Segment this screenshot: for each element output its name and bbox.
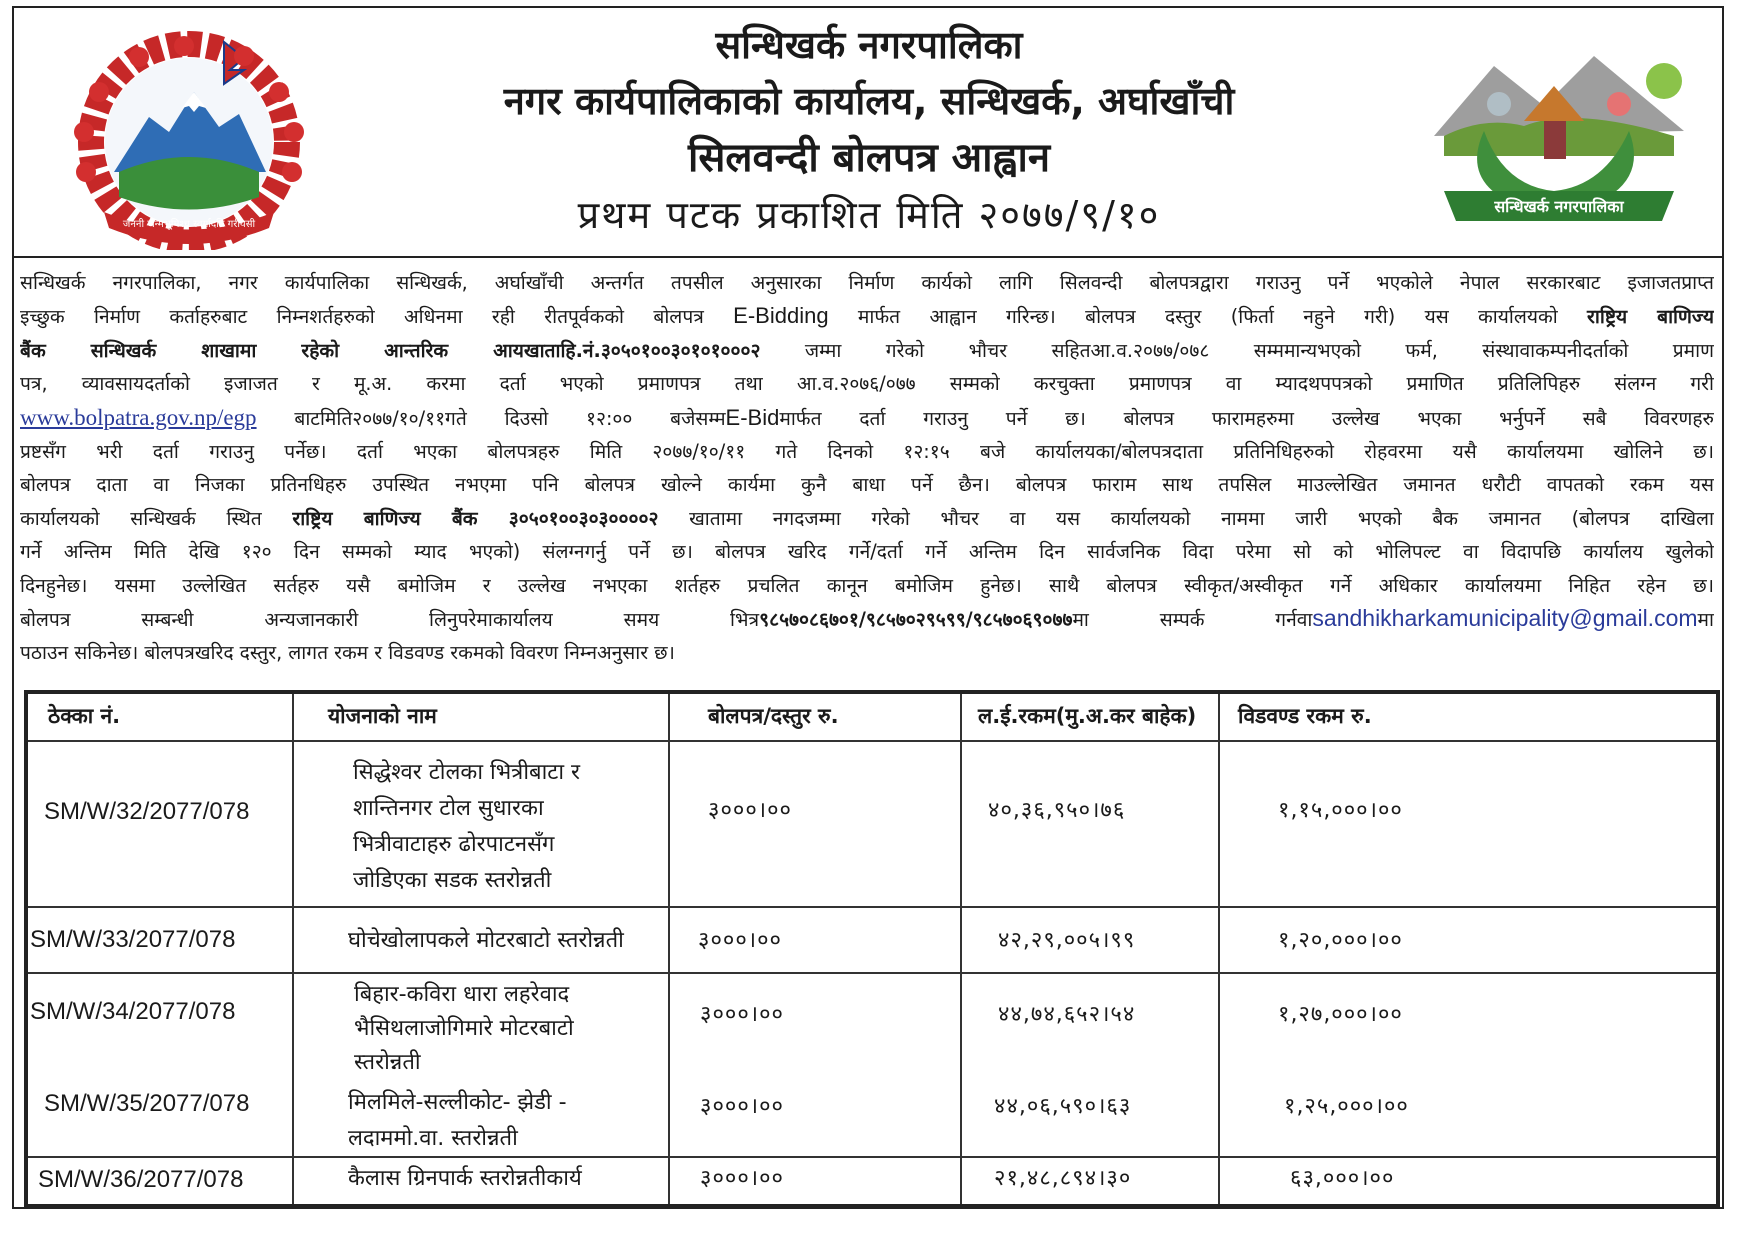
- notice-line: www.bolpatra.gov.np/egp बाटमिति२०७७/१०/११गते दिउसो १२:०० बजेसम्मE-Bidमार्फत दर्ता गराउनु पर्ने छ। बोलपत्र फारामहरुमा उल्लेख भएका भर्नुपर्ने सबै विवरणहरु: [20, 404, 1714, 430]
- municipality-name: सन्धिखर्क नगरपालिका: [715, 23, 1023, 67]
- project-name-line: कैलास ग्रिनपार्क स्तरोन्नतीकार्य: [348, 1166, 582, 1191]
- header-project-name: योजनाको नाम: [328, 704, 437, 728]
- notice-line: बैंक सन्धिखर्क शाखामा रहेको आन्तरिक आयखाताहि.नं.३०५०१००३०१०१०००२ जम्मा गरेको भौचर सहितआ.व.२०७७/०७८ सम्ममान्यभएको फर्म, संस्थावाकम्पनीदर्ताको प्रमाण: [20, 338, 1714, 362]
- contract-code: SM/W/35/2077/078: [44, 1090, 250, 1117]
- notice-line: प्रष्टसँग भरी दर्ता गराउनु पर्नेछ। दर्ता भएका बोलपत्रहरु मिति २०७७/१०/११ गते दिनको १२:१५ बजे कार्यालयका/बोलपत्रदाता प्रतिनिधिहरुको रोहवरमा यसै कार्यालयमा खोलिने छ।: [20, 440, 1714, 464]
- bid-fee: ३०००।००: [698, 928, 782, 953]
- notice-line: पठाउन सकिनेछ। बोलपत्रखरिद दस्तुर, लागत रकम र विडवण्ड रकमको विवरण निम्नअनुसार छ।: [20, 641, 675, 665]
- project-name-line: मिलमिले-सल्लीकोट- झेडी -: [348, 1090, 567, 1115]
- bid-bond-amount: १,१५,०००।००: [1278, 798, 1403, 823]
- cost-estimate: ४०,३६,९५०।७६: [988, 798, 1126, 823]
- header-titles: [344, 18, 1394, 237]
- bid-bond-amount: १,२५,०००।००: [1284, 1094, 1409, 1119]
- notice-line: गर्ने अन्तिम मिति देखि १२० दिन सम्मको म्याद भएको) संलग्नगर्नु पर्ने छ। बोलपत्र खरिद गर्ने/दर्ता गर्ने अन्तिम दिन सार्वजनिक विदा परेमा सो को भोलिपल्ट वा विदापछि कार्यालय खुलेको: [20, 540, 1714, 564]
- contracts-table: [24, 690, 1720, 1208]
- publish-date: प्रथम पटक प्रकाशित मिति २०७७/९/१०: [577, 193, 1161, 237]
- notice-line: बोलपत्र दाता वा निजका प्रतिनधिहरु उपस्थित नभएमा पनि बोलपत्र खोल्ने कार्यमा कुनै बाधा पर्ने छैन। बोलपत्र फाराम साथ तपसिल माउल्लेखित जमानत धरौटी वापतको रकम यस: [20, 473, 1714, 497]
- bid-bond-amount: १,२७,०००।००: [1278, 1002, 1403, 1027]
- cost-estimate: २१,४८,८९४।३०: [994, 1166, 1132, 1191]
- svg-text:सन्धिखर्क नगरपालिका: सन्धिखर्क नगरपालिका: [1494, 197, 1624, 216]
- bid-bond-amount: १,२०,०००।००: [1278, 928, 1403, 953]
- municipality-logo: [1404, 26, 1714, 236]
- cost-estimate: ४४,०६,५९०।६३: [994, 1094, 1132, 1119]
- cost-estimate: ४२,२९,००५।९९: [998, 928, 1136, 953]
- notice-line: पत्र, व्यावसायदर्ताको इजाजत र मू.अ. करमा दर्ता भएको प्रमाणपत्र तथा आ.व.२०७६/०७७ सम्मको करचुक्ता प्रमाणपत्र वा म्यादथपपत्रको प्रमाणित प्रतिलिपिहरु संलग्न गरी: [20, 372, 1714, 396]
- bid-bond-amount: ६३,०००।००: [1290, 1166, 1395, 1191]
- project-name-line: बिहार-कविरा धारा लहरेवाद: [354, 982, 570, 1007]
- office-name: नगर कार्यपालिकाको कार्यालय, सन्धिखर्क, अर्घाखाँची: [503, 79, 1235, 123]
- header-contract-no: ठेक्का नं.: [48, 704, 121, 728]
- notice-body: [20, 266, 1714, 670]
- nepal-emblem: [44, 22, 334, 250]
- contract-code: SM/W/36/2077/078: [38, 1166, 244, 1193]
- bid-fee: ३०००।००: [700, 1002, 784, 1027]
- egp-link[interactable]: www.bolpatra.gov.np/egp: [20, 404, 257, 430]
- project-name-line: घोचेखोलापकले मोटरबाटो स्तरोन्नती: [348, 928, 624, 953]
- notice-title: सिलवन्दी बोलपत्र आह्वान: [687, 135, 1051, 181]
- project-name-line: भित्रीवाटाहरु ढोरपाटनसँग: [353, 832, 555, 857]
- project-name-line: लदाममो.वा. स्तरोन्नती: [348, 1126, 518, 1151]
- notice-line: सन्धिखर्क नगरपालिका, नगर कार्यपालिका सन्धिखर्क, अर्घाखाँची अन्तर्गत तपसील अनुसारका निर्माण कार्यको लागि सिलवन्दी बोलपत्रद्वारा गराउनु पर्ने भएकोले नेपाल सरकारबाट इजाजतप्राप्त: [20, 271, 1714, 294]
- header-bid-bond: विडवण्ड रकम रु.: [1238, 704, 1372, 728]
- contact-phones: ९८५७०८६७०१/९८५७०२९५९९/९८५७०६९०७७: [759, 608, 1073, 632]
- contract-code: SM/W/34/2077/078: [30, 998, 236, 1025]
- notice-header: [14, 8, 1722, 258]
- contract-code: SM/W/33/2077/078: [30, 926, 236, 953]
- project-name-line: सिद्धेश्वर टोलका भित्रीबाटा र: [353, 760, 581, 785]
- email-link[interactable]: sandhikharkamunicipality@gmail.com: [1312, 605, 1698, 632]
- header-estimate: ल.ई.रकम(मु.अ.कर बाहेक): [978, 704, 1197, 728]
- header-fee: बोलपत्र/दस्तुर रु.: [708, 704, 839, 728]
- bid-fee: ३०००।००: [700, 1166, 784, 1191]
- project-name-line: जोडिएका सडक स्तरोन्नती: [353, 868, 552, 893]
- cost-estimate: ४४,७४,६५२।५४: [998, 1002, 1136, 1027]
- notice-line: दिनहुनेछ। यसमा उल्लेखित सर्तहरु यसै बमोजिम र उल्लेख नभएका शर्तहरु प्रचलित कानून बमोजिम हुनेछ। साथै बोलपत्र स्वीकृत/अस्वीकृत गर्ने अधिकार कार्यालयमा निहित रहेन छ।: [20, 573, 1714, 597]
- svg-text:जननी जन्मभूमिश्च स्वर्गादपि गर: जननी जन्मभूमिश्च स्वर्गादपि गरीयसी: [122, 219, 256, 230]
- bid-fee: ३०००।००: [700, 1094, 784, 1119]
- contract-code: SM/W/32/2077/078: [44, 798, 250, 825]
- project-name-line: शान्तिनगर टोल सुधारका: [353, 796, 544, 821]
- notice-line: बोलपत्र सम्बन्धी अन्यजानकारी लिनुपरेमाकार्यालय समय भित्र९८५७०८६७०१/९८५७०२९५९९/९८५७०६९०७७मा सम्पर्क गर्नवाsandhikharkamunicipality@gmail.comमा: [20, 605, 1714, 632]
- notice-line: कार्यालयको सन्धिखर्क स्थित राष्ट्रिय बाणिज्य बैंक ३०५०१००३०३००००२ खातामा नगदजम्मा गरेको भौचर वा यस कार्यालयको नाममा जारी भएको बैक जमानत (बोलपत्र दाखिला: [20, 506, 1714, 530]
- bid-fee: ३०००।००: [708, 798, 792, 823]
- project-name-line: स्तरोन्नती: [354, 1050, 421, 1075]
- notice-line: इच्छुक निर्माण कर्ताहरुबाट निम्नशर्तहरुको अधिनमा रही रीतपूर्वकको बोलपत्र E-Bidding मार्फत आह्वान गरिन्छ। बोलपत्र दस्तुर (फिर्ता नहुने गरी) यस कार्यालयको राष्ट्रिय बाणिज्य: [20, 303, 1714, 329]
- notice-page: [12, 6, 1724, 1209]
- project-name-line: भैसिथलाजोगिमारे मोटरबाटो: [354, 1016, 574, 1041]
